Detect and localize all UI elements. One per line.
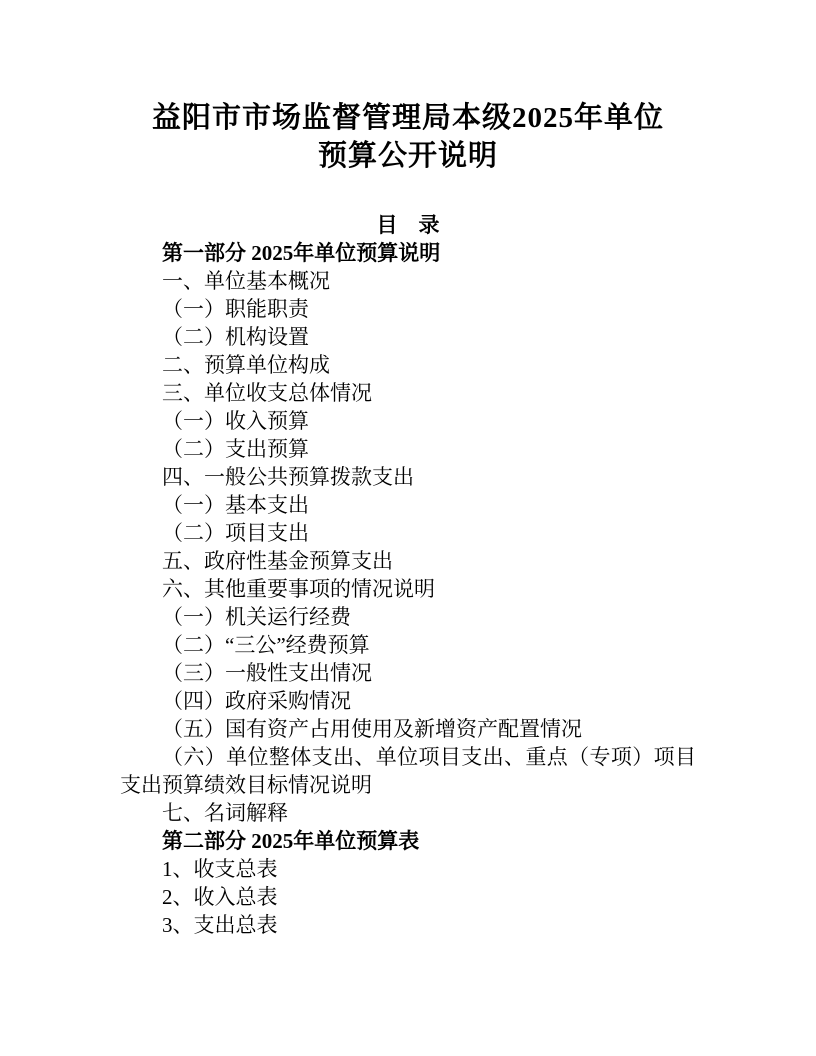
document-title-line1: 益阳市市场监督管理局本级2025年单位 [151,102,664,134]
toc-item: （二）“三公”经费预算 [162,633,370,657]
toc-item: 三、单位收支总体情况 [162,381,372,405]
toc-item: （二）机构设置 [162,325,309,349]
toc-item: 五、政府性基金预算支出 [162,549,393,573]
toc-item: 3、支出总表 [162,913,278,937]
toc-heading: 目 录 [376,213,440,237]
toc-item: 七、名词解释 [162,801,288,825]
toc-item: 二、预算单位构成 [162,353,330,377]
toc-item: （二）项目支出 [162,521,309,545]
toc-item: （三）一般性支出情况 [162,661,372,685]
toc-item: 2、收入总表 [162,885,278,909]
toc-item: 1、收支总表 [162,857,278,881]
toc-item: （六）单位整体支出、单位项目支出、重点（专项）项目支出预算绩效目标情况说明 [120,745,696,797]
toc-item: （一）基本支出 [162,493,309,517]
toc-item: 六、其他重要事项的情况说明 [162,577,435,601]
toc-item: 四、一般公共预算拨款支出 [162,465,414,489]
toc-item: （二）支出预算 [162,437,309,461]
toc-item: 一、单位基本概况 [162,269,330,293]
document-title [120,99,696,175]
toc-item: （五）国有资产占用使用及新增资产配置情况 [162,717,582,741]
toc-item: （一）收入预算 [162,409,309,433]
toc-list [120,239,696,939]
toc-item: 第一部分 2025年单位预算说明 [162,241,441,265]
document-title-line2: 预算公开说明 [317,140,498,172]
toc-item: （四）政府采购情况 [162,689,351,713]
toc-item: 第二部分 2025年单位预算表 [162,829,420,853]
toc-item: （一）机关运行经费 [162,605,351,629]
toc-item: （一）职能职责 [162,297,309,321]
